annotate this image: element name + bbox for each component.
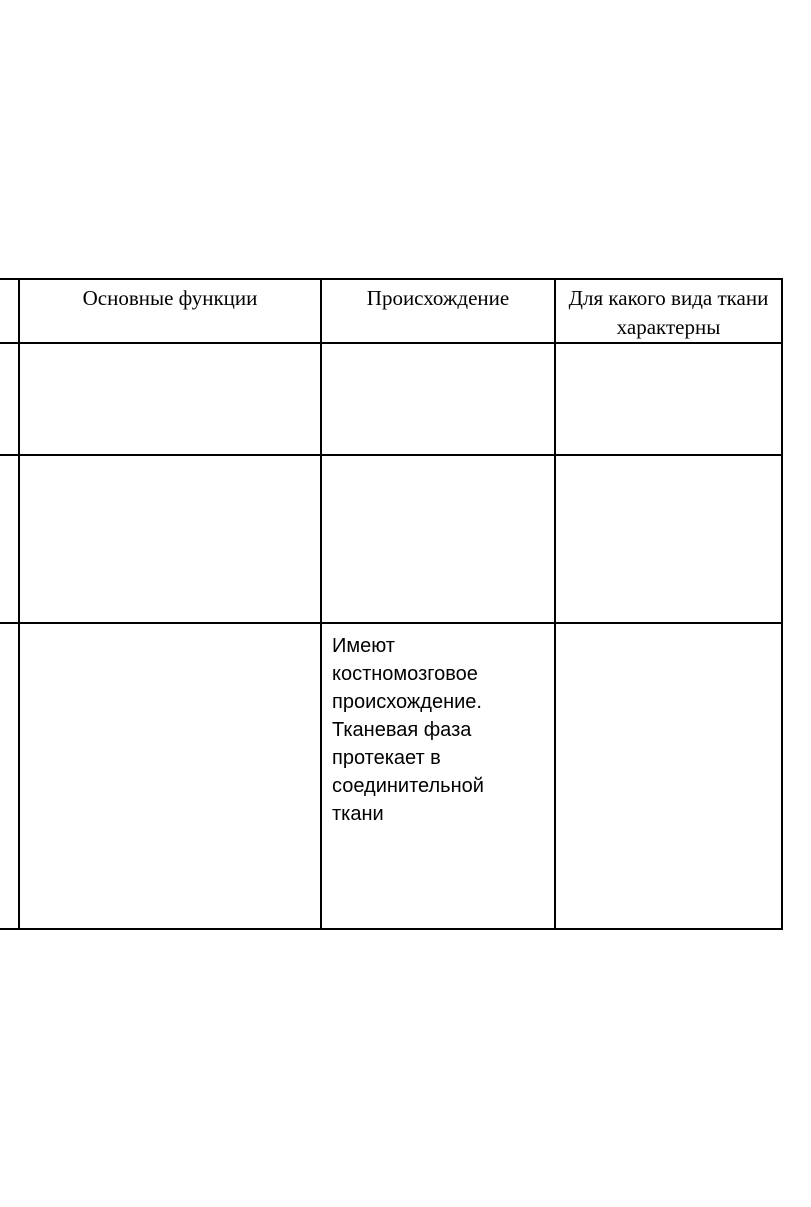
table-row <box>0 623 782 929</box>
table-cell-origin <box>321 623 555 929</box>
cell-text <box>20 344 320 352</box>
cell-text <box>322 456 554 464</box>
table-cell-functions <box>19 623 321 929</box>
cell-text <box>556 344 781 352</box>
table-cell-row-label <box>0 455 19 623</box>
table-cell-tissue-type <box>555 455 782 623</box>
header-tissue-type: Для какого вида ткани характерны <box>555 279 782 343</box>
table-cell-tissue-type <box>555 623 782 929</box>
cell-text <box>20 624 320 632</box>
table-header-row <box>0 279 782 343</box>
cell-text <box>20 456 320 464</box>
cell-text <box>556 456 781 464</box>
cell-text: Имеют костномозговое происхождение. Тканевая фаза протекает в соединительной ткани <box>332 635 484 825</box>
cell-characteristics-table <box>0 278 783 930</box>
cell-table-wrapper <box>0 278 781 930</box>
table-cell-tissue-type <box>555 343 782 455</box>
cell-text <box>556 624 781 632</box>
table-cell-row-label <box>0 623 19 929</box>
header-row-label <box>0 279 19 343</box>
table-cell-functions <box>19 455 321 623</box>
table-row <box>0 455 782 623</box>
table-cell-origin <box>321 455 555 623</box>
table-row <box>0 343 782 455</box>
table-cell-origin <box>321 343 555 455</box>
header-main-functions: Основные функции <box>19 279 321 343</box>
table-cell-functions <box>19 343 321 455</box>
header-origin: Происхождение <box>321 279 555 343</box>
cell-text <box>322 344 554 352</box>
table-cell-row-label <box>0 343 19 455</box>
